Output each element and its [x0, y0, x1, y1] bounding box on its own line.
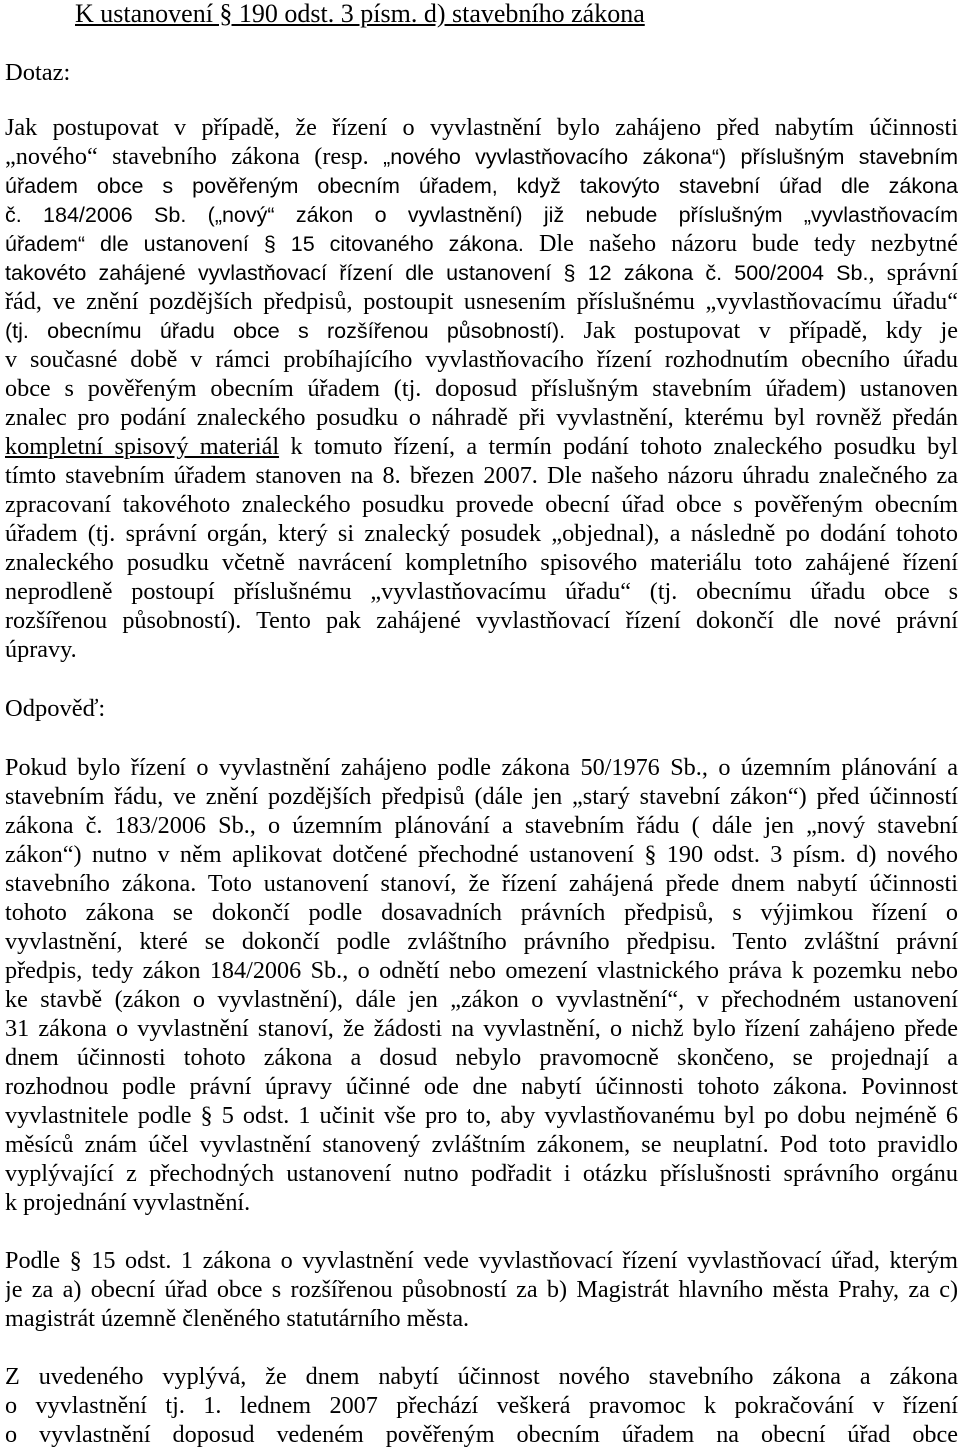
text-line [5, 171, 958, 200]
text-run: vyvlastnitele podle § 5 odst. 1 učinit vše pro to, aby vyvlastňovanému byl po dobu nejméně 6 [5, 1102, 958, 1129]
text-run: úřadem (tj. správní orgán, který si znalecký posudek „objednal), a následně po dodání tohoto [5, 520, 958, 547]
text-run: zákon“) nutno v něm aplikovat dotčené přechodné ustanovení § 190 odst. 3 písm. d) nového [5, 841, 958, 868]
text-run: dnem účinnosti tohoto zákona a dosud nebylo pravomocně skončeno, se projednají a [5, 1044, 958, 1071]
text-run: stavebním řádu, ve znění pozdějších předpisů (dále jen „starý stavební zákon“) před účinností [5, 783, 958, 810]
text-line [5, 287, 958, 316]
text-run: Podle § 15 odst. 1 zákona o vyvlastnění vede vyvlastňovací řízení vyvlastňovací úřad, kterým [5, 1247, 958, 1274]
text-run: ke stavbě (zákon o vyvlastnění), dále jen „zákon o vyvlastnění“, v přechodném ustanovení [5, 986, 958, 1013]
text-line [5, 1391, 958, 1420]
answer-paragraph [5, 753, 958, 1217]
text-line [5, 1420, 958, 1449]
text-run: neprodleně postoupí příslušnému „vyvlastňovacímu úřadu“ (tj. obecnímu úřadu obce s [5, 578, 958, 605]
text-line [5, 1130, 958, 1159]
text-run: obce s pověřeným obecním úřadem (tj. doposud příslušným stavebním úřadem) ustanoven [5, 375, 958, 402]
text-run: , správní [868, 259, 958, 286]
text-run: takovéto zahájené vyvlastňovací řízení dle ustanovení § 12 zákona č. 500/2004 Sb. [5, 261, 869, 285]
text-run: znaleckého posudku včetně navrácení kompletního spisového materiálu toto zahájené řízení [5, 549, 958, 576]
text-run: je za a) obecní úřad obce s rozšířenou působností za b) Magistrát hlavního města Prahy, za c) [5, 1276, 958, 1303]
text-run: Pokud bylo řízení o vyvlastnění zahájeno podle zákona 50/1976 Sb., o územním plánování a [5, 754, 958, 781]
text-run: v současné době v rámci probíhajícího vyvlastňovacího řízení rozhodnutím obecního úřadu [5, 346, 958, 373]
text-run: Z uvedeného vyplývá, že dnem nabytí účinnost nového stavebního zákona a zákona [5, 1363, 958, 1390]
text-line [5, 1043, 958, 1072]
answer-paragraph [5, 1362, 958, 1449]
document-heading: K ustanovení § 190 odst. 3 písm. d) stavebního zákona [75, 0, 645, 28]
text-line [5, 403, 958, 432]
text-run: vyvlastnění, které se dokončí podle zvláštního právního předpisu. Tento zvláštní právní [5, 928, 958, 955]
text-line [5, 316, 958, 345]
text-run: Dle našeho názoru bude tedy nezbytné [523, 230, 958, 257]
text-line [5, 1246, 958, 1275]
text-run: stavebního zákona. Toto ustanovení stanoví, že řízení zahájená přede dnem nabytí účinnosti [5, 870, 958, 897]
text-line [5, 1362, 958, 1391]
text-line [5, 1304, 958, 1333]
text-line [5, 1101, 958, 1130]
text-line [5, 461, 958, 490]
text-line [5, 519, 958, 548]
text-line [5, 345, 958, 374]
text-run: zpracovaní takovéhoto znaleckého posudku provede obecní úřad obce s pověřeným obecním [5, 491, 958, 518]
text-run: rozšířenou působností). Tento pak zahájené vyvlastňovací řízení dokončí dle nové právní [5, 607, 958, 634]
text-line [5, 258, 958, 287]
text-line [5, 811, 958, 840]
text-line [5, 490, 958, 519]
text-run: o vyvlastnění doposud vedeném pověřeným obecním úřadem na obecní úřad obce [5, 1421, 958, 1448]
text-run: úpravy. [5, 636, 77, 663]
answer-text [5, 753, 958, 1449]
text-run: řád, ve znění pozdějších předpisů, postoupit usnesením příslušnému „vyvlastňovacímu úřadu“ [5, 288, 958, 315]
text-line [5, 1275, 958, 1304]
text-line [5, 927, 958, 956]
text-line [5, 1014, 958, 1043]
text-run: o vyvlastnění tj. 1. lednem 2007 přechází veškerá pravomoc k pokračování v řízení [5, 1392, 958, 1419]
text-line [5, 113, 958, 142]
text-line [5, 1159, 958, 1188]
text-line [5, 432, 958, 461]
text-run: tohoto zákona se dokončí podle dosavadních právních předpisů, s výjimkou řízení o [5, 899, 958, 926]
question-text [5, 113, 958, 664]
text-line [5, 142, 958, 171]
text-run: Jak postupovat v případě, kdy je [565, 317, 958, 344]
text-line [5, 1188, 958, 1217]
text-line [5, 956, 958, 985]
text-line [5, 753, 958, 782]
underlined-text: kompletní spisový materiál [5, 433, 280, 460]
text-run: vyplývající z přechodných ustanovení nutno podřadit i otázku příslušnosti správního orgánu [5, 1160, 958, 1187]
text-line [5, 869, 958, 898]
text-run: magistrát územně členěného statutárního města. [5, 1305, 470, 1332]
text-line [5, 898, 958, 927]
text-line [5, 782, 958, 811]
text-run: Jak postupovat v případě, že řízení o vyvlastnění bylo zahájeno před nabytím účinnosti [5, 114, 958, 141]
text-line [5, 374, 958, 403]
text-run: 31 zákona o vyvlastnění stanoví, že žádosti na vyvlastnění, o nichž bylo řízení zahájeno přede [5, 1015, 958, 1042]
text-line [5, 606, 958, 635]
text-run: k tomuto řízení, a termín podání tohoto znaleckého posudku byl [279, 433, 958, 460]
text-line [5, 1072, 958, 1101]
text-run: předpis, tedy zákon 184/2006 Sb., o odnětí nebo omezení vlastnického práva k pozemku nebo [5, 957, 958, 984]
text-line [5, 200, 958, 229]
text-run: (tj. obecnímu úřadu obce s rozšířenou působností). [5, 319, 566, 343]
text-run: tímto stavebním úřadem stanoven na 8. březen 2007. Dle našeho názoru úhradu znalečného za [5, 462, 958, 489]
text-line [5, 229, 958, 258]
text-run: „nového vyvlastňovacího zákona“) příslušným stavebním [383, 145, 958, 169]
text-line [5, 548, 958, 577]
text-run: k projednání vyvlastnění. [5, 1189, 251, 1216]
text-run: zákona č. 183/2006 Sb., o územním plánování a stavebním řádu ( dále jen „nový stavební [5, 812, 958, 839]
text-line [5, 577, 958, 606]
text-run: rozhodnou podle právní úpravy účinné ode dne nabytí účinnosti tohoto zákona. Povinnost [5, 1073, 958, 1100]
text-line [5, 840, 958, 869]
answer-label: Odpověď: [5, 695, 106, 722]
text-run: měsíců znám účel vyvlastnění stanovený zvláštním zákonem, se neuplatní. Pod toto pravidlo [5, 1131, 958, 1158]
text-line [5, 635, 958, 664]
text-run: úřadem obce s pověřeným obecním úřadem, když takovýto stavební úřad dle zákona [5, 174, 958, 198]
text-run: úřadem“ dle ustanovení § 15 citovaného zákona. [5, 232, 524, 256]
question-label: Dotaz: [5, 59, 71, 86]
answer-paragraph [5, 1246, 958, 1333]
text-run: znalec pro podání znaleckého posudku o náhradě při vyvlastnění, kterému byl rovněž předán [5, 404, 958, 431]
text-run: č. 184/2006 Sb. („nový“ zákon o vyvlastnění) již nebude příslušným „vyvlastňovacím [5, 203, 958, 227]
text-run: „nového“ stavebního zákona (resp. [5, 143, 384, 170]
text-line [5, 985, 958, 1014]
